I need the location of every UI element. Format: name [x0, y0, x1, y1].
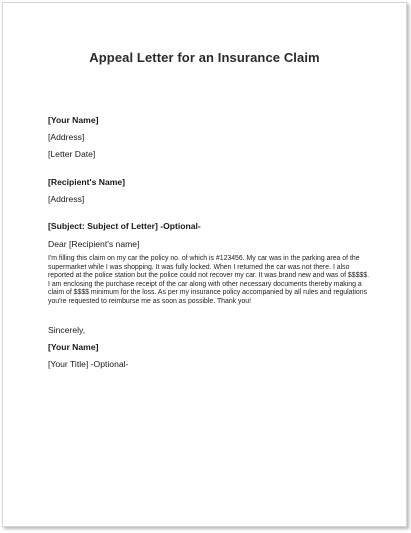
closing-block [48, 325, 368, 376]
recipient-address: [Address] [48, 194, 85, 204]
sender-block [48, 115, 368, 166]
recipient-name: [Recipient's Name] [48, 177, 126, 187]
sender-name: [Your Name] [48, 115, 99, 125]
letter-page [2, 2, 407, 527]
salutation: Dear [Recipient's name] [48, 239, 140, 249]
recipient-block [48, 177, 368, 211]
salutation-block [48, 239, 368, 256]
subject-block [48, 221, 368, 238]
document-title: Appeal Letter for an Insurance Claim [89, 50, 320, 65]
closing-name: [Your Name] [48, 342, 99, 352]
sender-address: [Address] [48, 132, 85, 142]
subject-line: [Subject: Subject of Letter] -Optional- [48, 221, 201, 231]
valediction: Sincerely, [48, 325, 86, 335]
closing-title: [Your Title] -Optional- [48, 359, 129, 369]
letter-date: [Letter Date] [48, 149, 96, 159]
letter-body: I'm filling this claim on my car the policy no. of which is #123456. My car was in the parking area of the supermarket while I was shopping. It was fully locked. When I returned the car was not there. I also reported at the police station but the police could not recover my car. It was brand new and was of $$$$$. I am enclosing the purchase receipt of the car along with other necessary documents thereby making a claim of $$$$ minimum for the loss. As per my insurance policy accompanied by all rules and regulations you're requested to reimburse me as soon as possible. Thank you! [48, 255, 369, 305]
